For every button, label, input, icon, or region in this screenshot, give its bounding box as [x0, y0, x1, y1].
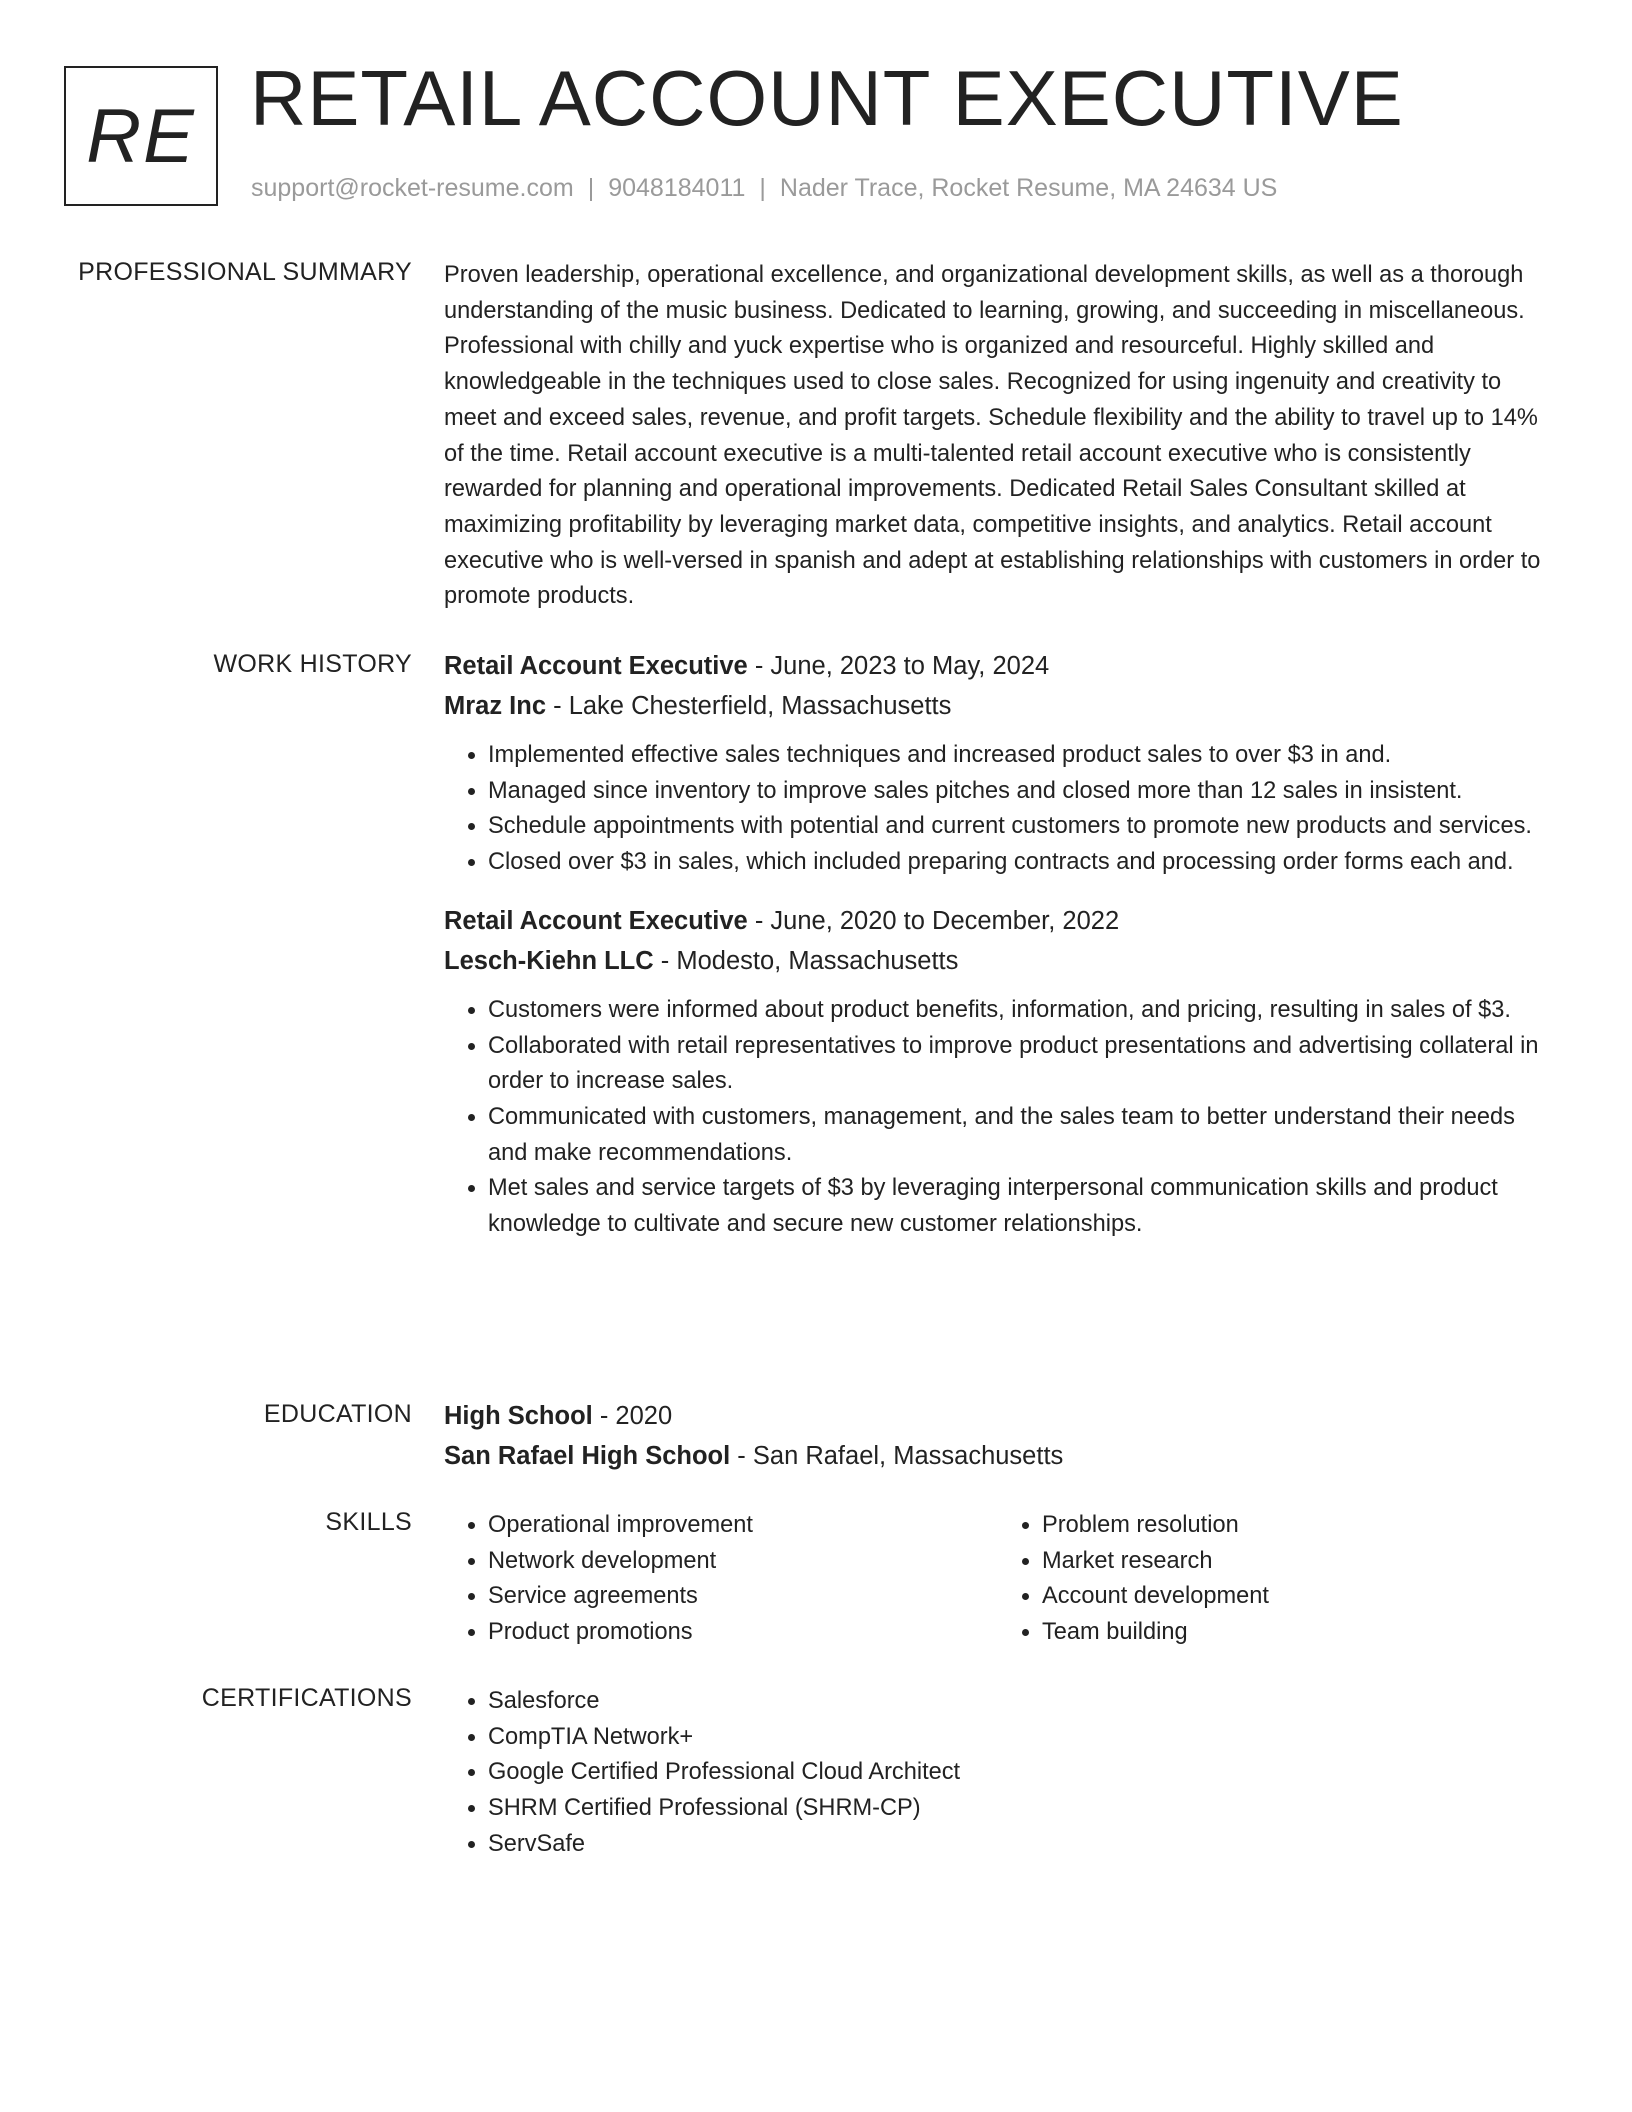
work-history-content: [444, 646, 1552, 1243]
job-entry: [444, 901, 1552, 1243]
job-bullets: [444, 993, 1552, 1243]
skills-list-left: [444, 1508, 998, 1651]
job-entry: [444, 646, 1552, 881]
certifications-list: [444, 1684, 1552, 1863]
certification-item: • SHRM Certified Professional (SHRM-CP): [488, 1791, 1552, 1827]
job-location: - Modesto, Massachusetts: [653, 946, 959, 975]
skill-item: • Team building: [1042, 1615, 1552, 1651]
job-bullet: • Implemented effective sales techniques and increased product sales to over $3 in and.: [488, 738, 1552, 774]
job-bullet: • Customers were informed about product benefits, information, and pricing, resulting in sales of $3.: [488, 993, 1552, 1029]
monogram-logo: [64, 66, 218, 206]
job-title: Retail Account Executive: [444, 652, 748, 680]
section-label-work-history: WORK HISTORY: [213, 650, 412, 678]
certification-item: • Google Certified Professional Cloud Architect: [488, 1755, 1552, 1791]
summary-content: [444, 258, 1552, 615]
job-bullet: • Communicated with customers, management, and the sales team to better understand their needs and make recommendations.: [488, 1100, 1552, 1171]
education-year: - 2020: [592, 1402, 673, 1430]
skill-item: • Problem resolution: [1042, 1508, 1552, 1544]
summary-text: Proven leadership, operational excellence, and organizational development skills, as well as a thorough understanding of the music business. Dedicated to learning, growing, and succeeding in miscellaneous. Professional with chilly and yuck expertise who is organized and resourceful. Highly skilled and knowledgeable in the techniques used to close sales. Recognized for using ingenuity and creativity to meet and exceed sales, revenue, and profit targets. Schedule flexibility and the ability to travel up to 14% of the time. Retail account executive is a multi-talented retail account executive who is consistently rewarded for planning and operational improvements. Dedicated Retail Sales Consultant skilled at maximizing profitability by leveraging market data, competitive insights, and analytics. Retail account executive who is well-versed in spanish and adept at establishing relationships with customers in order to promote products.: [444, 262, 1541, 610]
job-company: Lesch-Kiehn LLC: [444, 946, 654, 975]
education-location: - San Rafael, Massachusetts: [730, 1442, 1064, 1470]
page-title: RETAIL ACCOUNT EXECUTIVE: [250, 54, 1404, 142]
job-company: Mraz Inc: [444, 692, 547, 720]
skill-item: • Market research: [1042, 1544, 1552, 1580]
skill-item: • Product promotions: [488, 1615, 998, 1651]
job-company-line: [444, 686, 1552, 726]
contact-separator: |: [759, 174, 766, 202]
section-label-education: EDUCATION: [263, 1400, 412, 1428]
contact-email[interactable]: support@rocket-resume.com: [251, 174, 574, 202]
skill-item: • Operational improvement: [488, 1508, 998, 1544]
job-dates: - June, 2023 to May, 2024: [747, 652, 1050, 680]
job-bullet: • Met sales and service targets of $3 by leveraging interpersonal communication skills and product knowledge to cultivate and secure new customer relationships.: [488, 1171, 1552, 1242]
education-degree-line: [444, 1396, 1552, 1436]
job-bullet: • Schedule appointments with potential and current customers to promote new products and services.: [488, 809, 1552, 845]
job-bullet: • Managed since inventory to improve sales pitches and closed more than 12 sales in insistent.: [488, 774, 1552, 810]
skills-content: [444, 1508, 1552, 1651]
contact-address: Nader Trace, Rocket Resume, MA 24634 US: [779, 174, 1278, 202]
skill-item: • Service agreements: [488, 1579, 998, 1615]
job-dates: - June, 2020 to December, 2022: [747, 906, 1120, 935]
skill-item: • Network development: [488, 1544, 998, 1580]
education-school: San Rafael High School: [444, 1442, 731, 1470]
job-title-line: [444, 646, 1552, 686]
certification-item: • CompTIA Network+: [488, 1720, 1552, 1756]
job-bullets: [444, 738, 1552, 881]
monogram-initials: RE: [86, 93, 196, 179]
job-bullet: • Collaborated with retail representatives to improve product presentations and advertising collateral in order to increase sales.: [488, 1029, 1552, 1100]
section-label-summary: PROFESSIONAL SUMMARY: [78, 258, 412, 286]
job-title-line: [444, 901, 1552, 941]
section-label-skills: SKILLS: [325, 1508, 412, 1536]
job-location: - Lake Chesterfield, Massachusetts: [546, 692, 952, 720]
job-company-line: [444, 941, 1552, 981]
certification-item: • ServSafe: [488, 1827, 1552, 1863]
skills-list-right: [998, 1508, 1552, 1651]
job-bullet: • Closed over $3 in sales, which included preparing contracts and processing order forms each and.: [488, 845, 1552, 881]
contact-separator: |: [587, 174, 595, 202]
education-school-line: [444, 1436, 1552, 1476]
certification-item: • Salesforce: [488, 1684, 1552, 1720]
education-content: [444, 1396, 1552, 1476]
section-label-certifications: CERTIFICATIONS: [201, 1684, 412, 1712]
skill-item: • Account development: [1042, 1579, 1552, 1615]
job-title: Retail Account Executive: [444, 906, 748, 935]
certifications-content: [444, 1684, 1552, 1863]
education-degree: High School: [444, 1402, 593, 1430]
contact-line: [251, 174, 1277, 203]
contact-phone[interactable]: 9048184011: [608, 174, 746, 202]
